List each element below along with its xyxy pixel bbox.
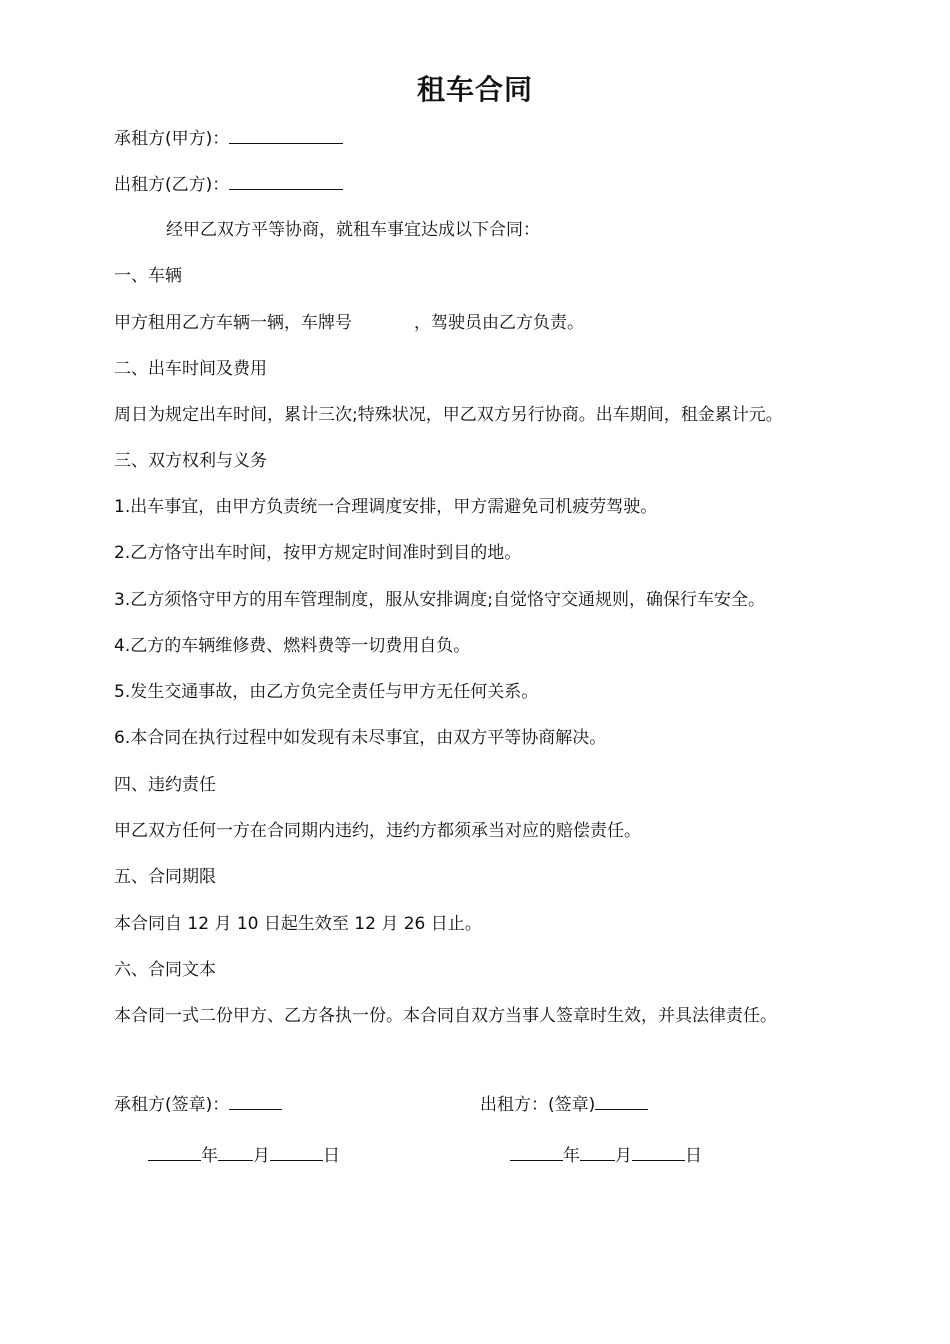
lessor-line: [114, 173, 343, 196]
section-4-text: 甲乙双方任何一方在合同期内违约，违约方都须承当对应的赔偿责任。: [114, 821, 641, 841]
section-3-heading: 三、双方权利与义务: [114, 451, 267, 471]
lessee-label: 承租方(甲方)：: [114, 129, 230, 149]
lessee-signature-line: [114, 1093, 282, 1116]
year-blank: [510, 1144, 563, 1161]
section-5-heading: 五、合同期限: [114, 867, 216, 887]
year-label: 年: [201, 1146, 218, 1166]
lessor-signature-line: [480, 1093, 648, 1116]
year-blank: [148, 1144, 201, 1161]
section-1-text: [114, 312, 584, 334]
lessee-signature-blank: [229, 1093, 282, 1110]
section-4-heading: 四、违约责任: [114, 775, 216, 795]
intro-paragraph: 经甲乙双方平等协商，就租车事宜达成以下合同：: [166, 220, 540, 240]
month-label: 月: [253, 1146, 270, 1166]
section-1-text-a: 甲方租用乙方车辆一辆，车牌号: [114, 313, 352, 333]
section-6-text: 本合同一式二份甲方、乙方各执一份。本合同自双方当事人签章时生效，并具法律责任。: [114, 1006, 777, 1026]
section-2-heading: 二、出车时间及费用: [114, 359, 267, 379]
section-3-item: 1.出车事宜，由甲方负责统一合理调度安排，甲方需避免司机疲劳驾驶。: [114, 497, 658, 517]
lessor-blank: [229, 173, 343, 190]
month-blank: [580, 1144, 615, 1161]
document-title: 租车合同: [416, 73, 533, 106]
lessor-label: 出租方(乙方)：: [114, 175, 230, 195]
section-3-item: 4.乙方的车辆维修费、燃料费等一切费用自负。: [114, 636, 471, 656]
section-2-text: 周日为规定出车时间，累计三次;特殊状况，甲乙双方另行协商。出车期间，租金累计元。: [114, 405, 783, 425]
year-label: 年: [563, 1146, 580, 1166]
section-3-item: 5.发生交通事故，由乙方负完全责任与甲方无任何关系。: [114, 682, 539, 702]
section-3-item: 3.乙方须恪守甲方的用车管理制度，服从安排调度;自觉恪守交通规则，确保行车安全。: [114, 590, 765, 610]
lessee-blank: [229, 127, 343, 144]
day-label: 日: [685, 1146, 702, 1166]
day-blank: [632, 1144, 685, 1161]
month-label: 月: [615, 1146, 632, 1166]
section-3-item: 2.乙方恪守出车时间，按甲方规定时间准时到目的地。: [114, 543, 522, 563]
lessee-date-line: [148, 1144, 340, 1167]
day-blank: [270, 1144, 323, 1161]
section-1-text-b: ，驾驶员由乙方负责。: [414, 313, 584, 333]
section-6-heading: 六、合同文本: [114, 960, 216, 980]
section-5-text: 本合同自 12 月 10 日起生效至 12 月 26 日止。: [114, 914, 482, 934]
month-blank: [218, 1144, 253, 1161]
lessor-signature-label: 出租方：(签章): [480, 1095, 596, 1115]
lessee-line: [114, 127, 343, 150]
day-label: 日: [323, 1146, 340, 1166]
lessee-signature-label: 承租方(签章)：: [114, 1095, 230, 1115]
section-1-heading: 一、车辆: [114, 266, 182, 286]
section-3-item: 6.本合同在执行过程中如发现有未尽事宜，由双方平等协商解决。: [114, 728, 607, 748]
lessor-date-line: [510, 1144, 702, 1167]
lessor-signature-blank: [595, 1093, 648, 1110]
